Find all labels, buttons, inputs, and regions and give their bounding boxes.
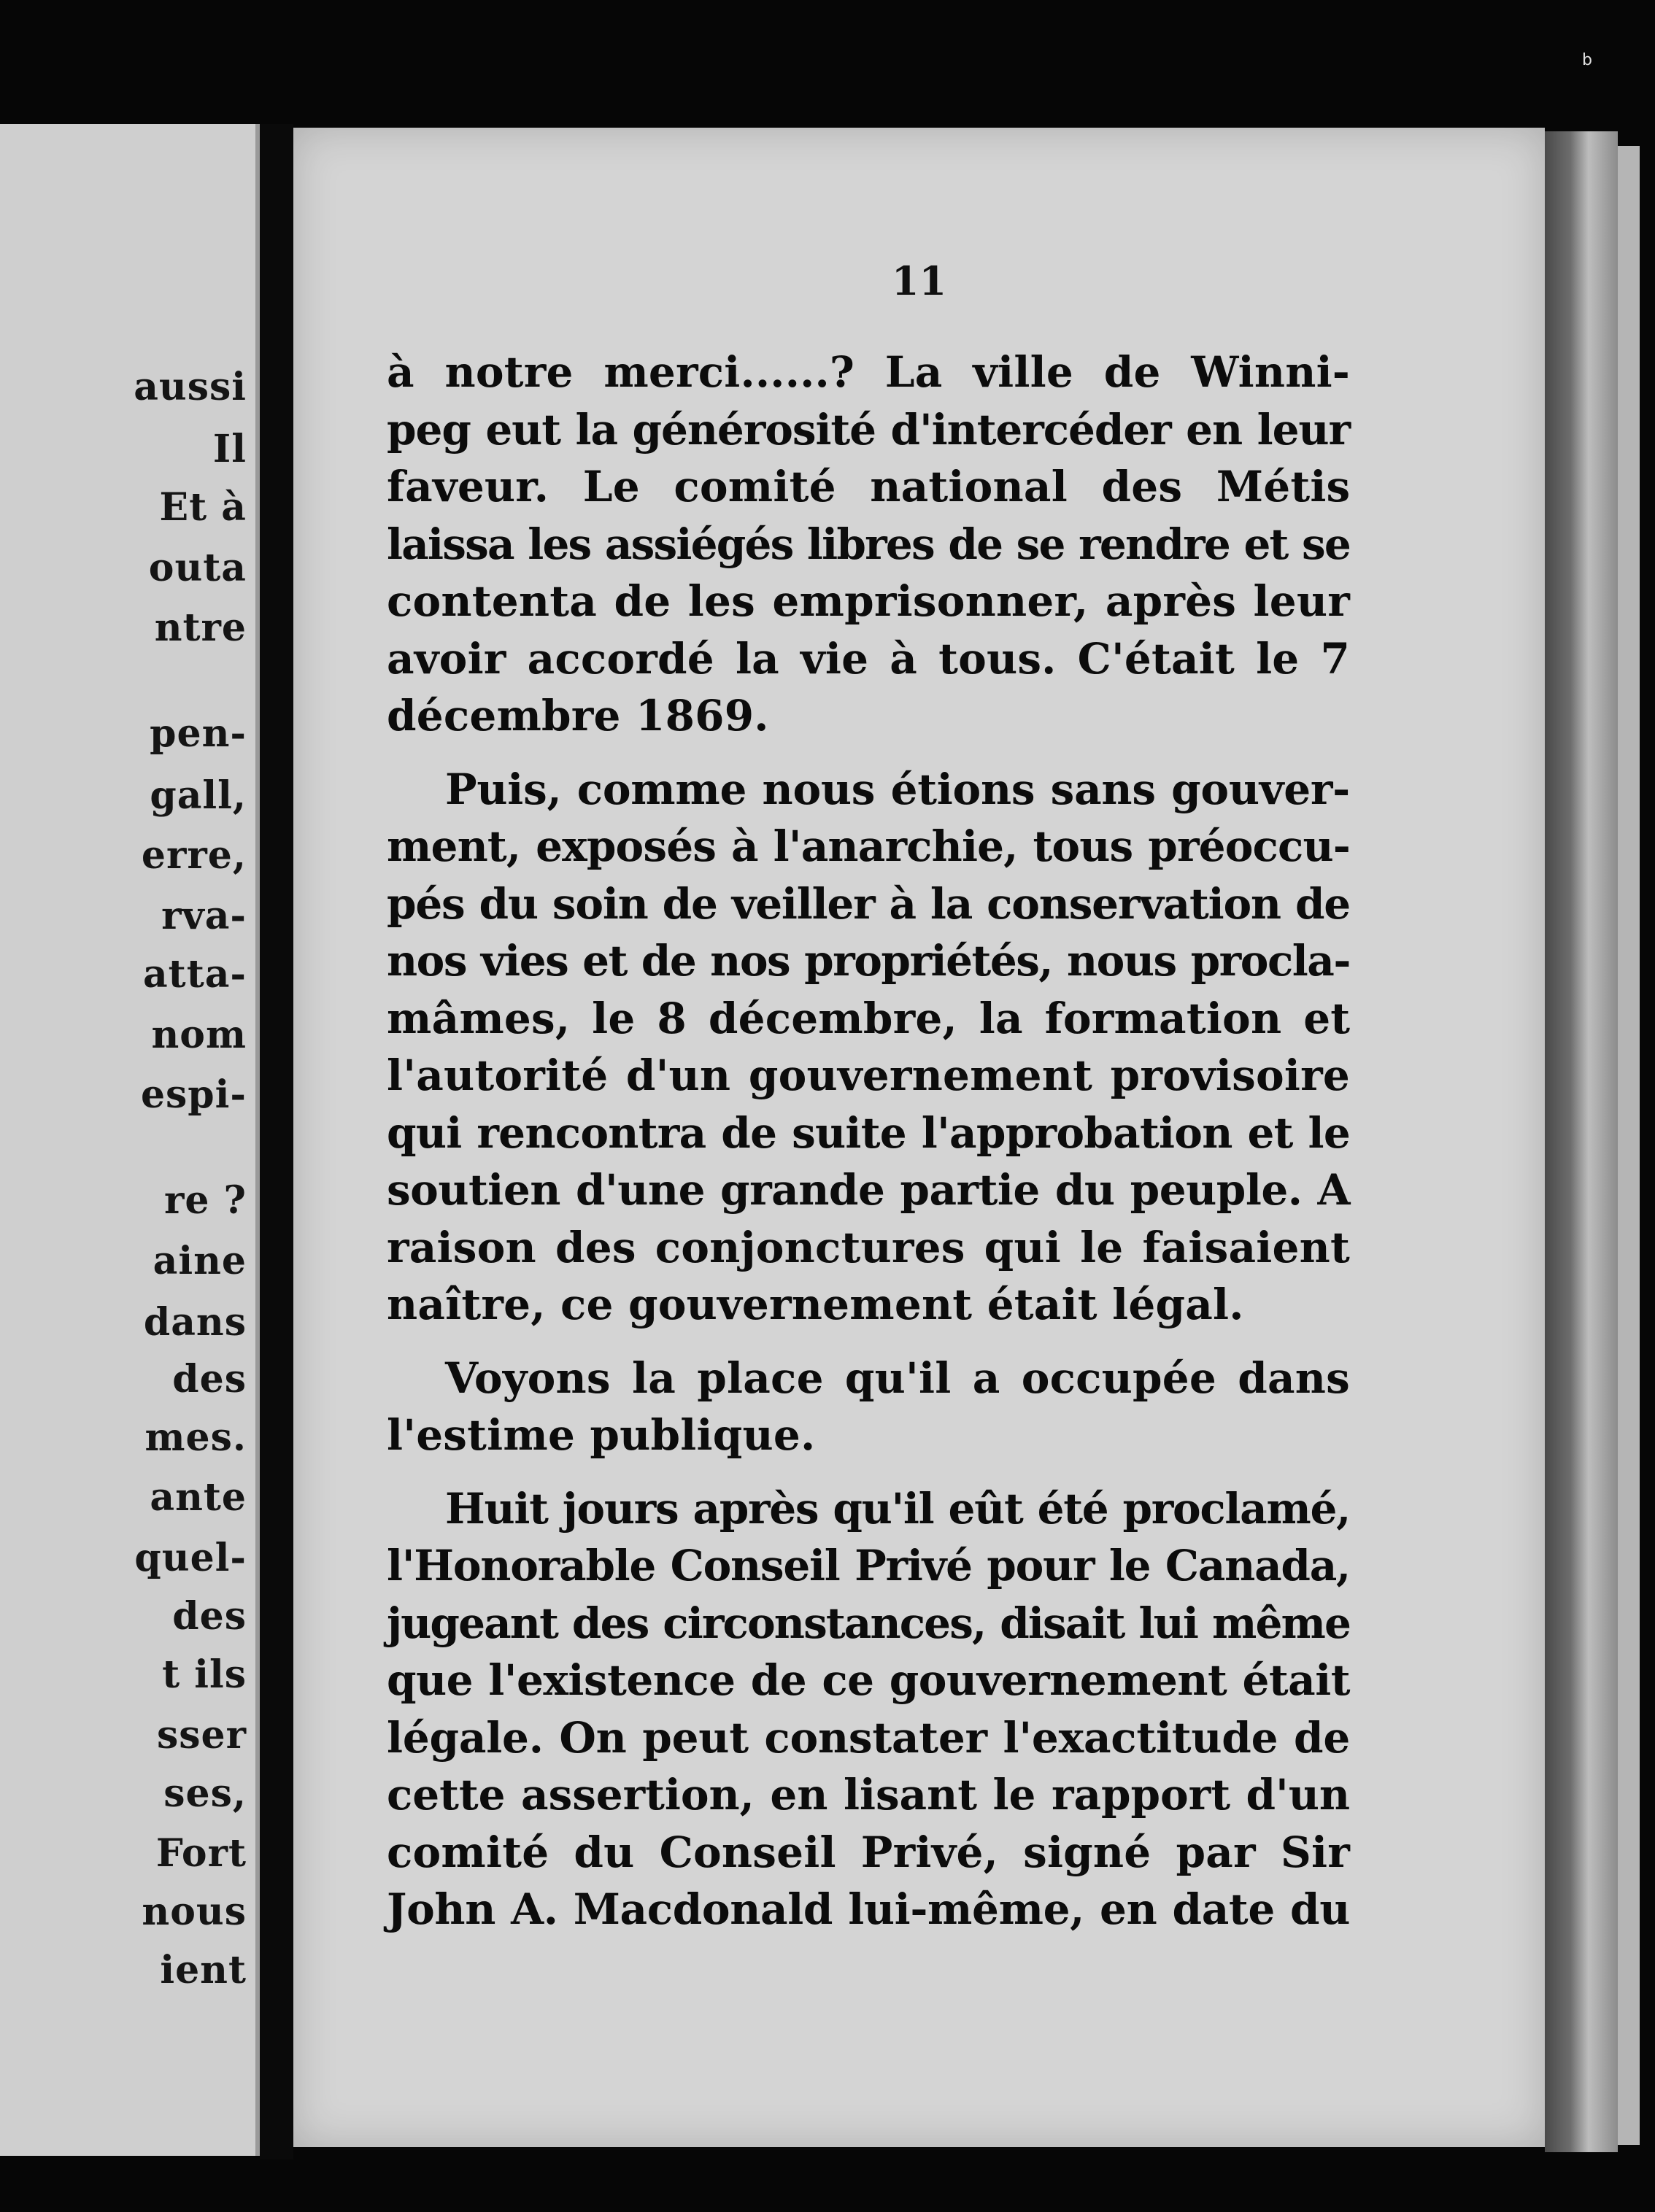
left-page-fragment: Et à [159,485,247,530]
text-line: contenta de les emprisonner, après leur [387,576,1350,626]
left-page-fragment: gall, [150,773,247,818]
left-page-fragment: des [172,1594,247,1639]
left-page-fragment: ient [160,1948,247,1992]
paragraph-3 [387,1350,1350,1464]
text-line: pés du soin de veiller à la conservation de [387,878,1350,929]
text-line: que l'existence de ce gouvernement était [387,1655,1350,1705]
text-line: jugeant des circonstances, disait lui même [387,1598,1350,1648]
left-page-fragment: sser [156,1713,247,1757]
text-line: Puis, comme nous étions sans gouver- [445,764,1350,814]
page-stack-edge-outer [1618,146,1640,2145]
page-stack-edge [1545,131,1618,2152]
text-line: nos vies et de nos propriétés, nous procla- [387,936,1350,986]
text-line: peg eut la générosité d'intercéder en leur [387,404,1350,455]
left-page-fragment: Il [212,427,247,471]
left-page-fragment: des [172,1357,247,1401]
text-line: l'autorité d'un gouvernement provisoire [387,1051,1350,1100]
left-page-fragment: ntre [154,606,247,650]
text-line: avoir accordé la vie à tous. C'était le 7 [387,633,1350,684]
text-line: qui rencontra de suite l'approbation et le [387,1107,1350,1158]
text-line: soutien d'une grande partie du peuple. A [387,1165,1350,1215]
left-page-fragment: nom [151,1013,247,1057]
left-page-fragment: nous [142,1890,247,1934]
left-facing-page [0,124,260,2156]
left-page-fragment: ses, [163,1771,247,1816]
left-page-fragment: Fort [155,1831,247,1876]
left-page-fragment: erre, [141,833,247,878]
paragraph-2 [387,761,1350,1334]
corner-mark: b [1582,51,1592,69]
left-page-fragment: ante [150,1475,247,1520]
left-page-fragment: atta- [142,952,247,997]
left-page-fragment: quel- [134,1536,247,1580]
left-page-fragment: aine [153,1239,247,1283]
left-page-fragment: espi- [140,1072,247,1117]
text-line: John A. Macdonald lui-même, en date du [387,1884,1350,1934]
text-line: faveur. Le comité national des Métis [387,462,1351,511]
left-page-fragment: rva- [161,894,247,938]
text-line: raison des conjonctures qui le faisaient [387,1222,1350,1272]
text-line: mâmes, le 8 décembre, la formation et [387,993,1351,1043]
text-line: légale. On peut constater l'exactitude de [387,1712,1350,1763]
body-text [387,344,1350,1954]
left-page-fragment: outa [148,546,247,590]
paragraph-1 [387,344,1350,745]
page-number: 11 [891,258,947,304]
right-page [293,128,1545,2147]
text-line: ment, exposés à l'anarchie, tous préoccu- [387,821,1350,871]
text-line: naître, ce gouvernement était légal. [387,1280,1244,1329]
left-page-fragment: pen- [150,711,247,756]
left-page-fragment: re ? [163,1178,247,1223]
text-line: Huit jours après qu'il eût été proclamé, [445,1483,1350,1534]
paragraph-4 [387,1480,1350,1938]
text-line: à notre merci......? La ville de Winni- [387,347,1351,397]
text-line: l'Honorable Conseil Privé pour le Canada, [387,1541,1350,1590]
text-line: décembre 1869. [387,691,769,740]
text-line: cette assertion, en lisant le rapport d'un [387,1770,1350,1820]
text-line: l'estime publique. [387,1410,816,1460]
text-line: comité du Conseil Privé, signé par Sir [387,1827,1350,1877]
book-gutter [260,124,293,2159]
left-page-fragment: t ils [162,1652,247,1697]
left-page-fragment: dans [143,1300,247,1345]
left-page-fragment: mes. [144,1415,247,1460]
text-line: Voyons la place qu'il a occupée dans [445,1353,1350,1403]
text-line: laissa les assiégés libres de se rendre et se [387,519,1350,569]
left-page-fragment: aussi [134,365,247,409]
